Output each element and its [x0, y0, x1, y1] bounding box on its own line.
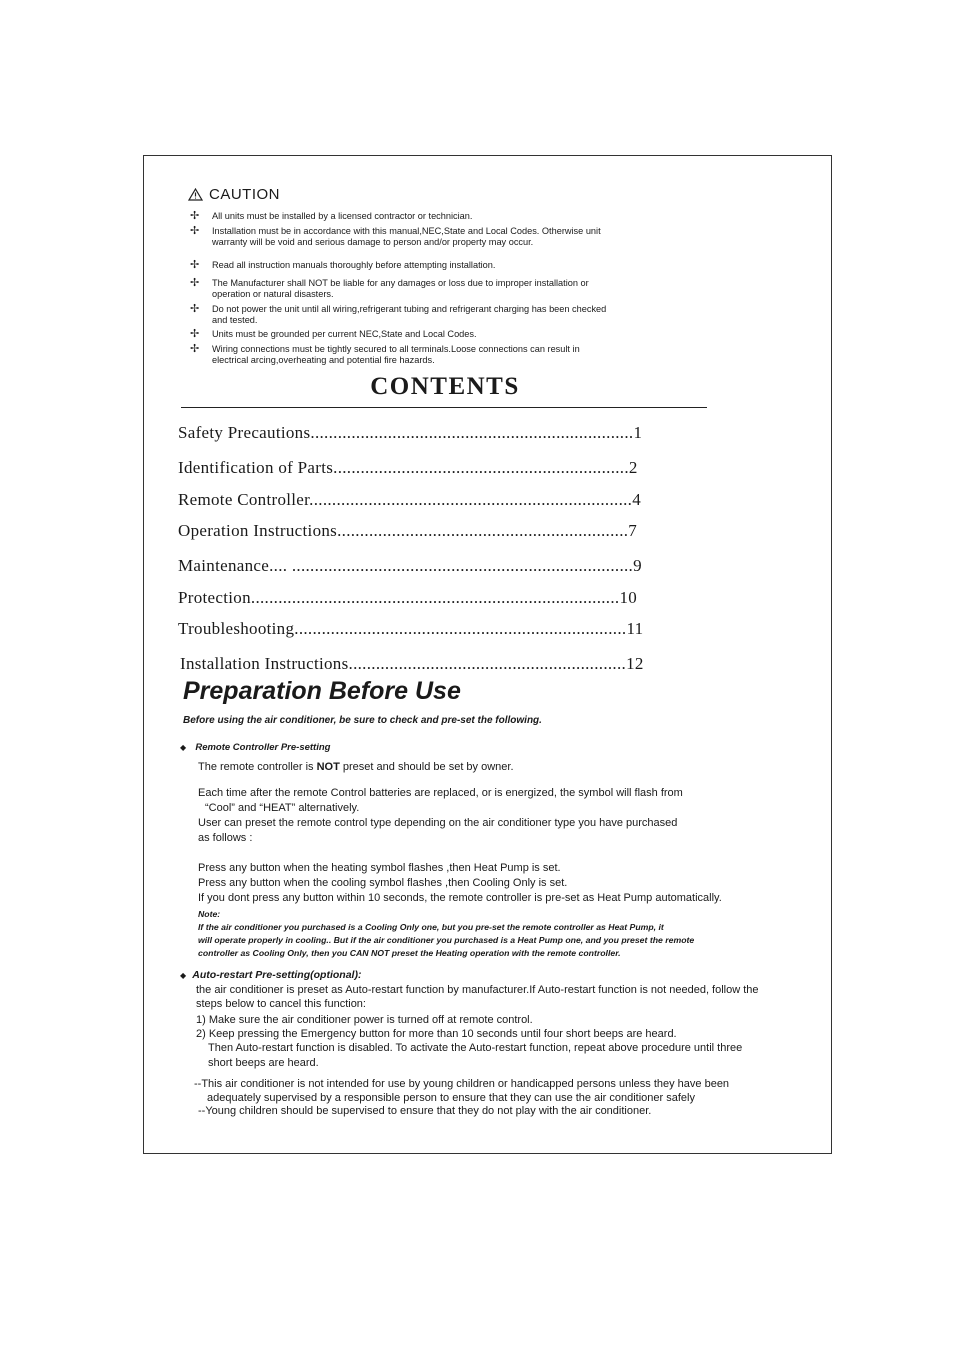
note-line: will operate properly in cooling.. But if the air conditioner you purchased is a Heat Pump one, and you preset the remote: [198, 935, 695, 945]
note-line: controller as Cooling Only, then you CAN NOT preset the Heating operation with the remote controller.: [198, 948, 621, 958]
warning-line: --Young children should be supervised to ensure that they do not play with the air conditioner.: [198, 1105, 652, 1117]
toc-entry[interactable]: Operation Instructions................................................................7: [178, 521, 638, 540]
warning-line: --This air conditioner is not intended for use by young children or handicapped persons unless they have been: [194, 1078, 730, 1090]
step-line: 1) Make sure the air conditioner power is turned off at remote control.: [196, 1014, 533, 1026]
note-line: If the air conditioner you purchased is a Cooling Only one, but you pre-set the remote controller as Heat Pump, it: [198, 922, 664, 932]
cross-bullet-icon: ✢: [190, 210, 200, 222]
diamond-bullet-icon: ◆: [180, 743, 187, 752]
paragraph-line: steps below to cancel this function:: [196, 998, 366, 1010]
toc-entry[interactable]: Maintenance.... ...........................................................................9: [178, 556, 642, 575]
toc-entry[interactable]: Identification of Parts.................................................................2: [178, 458, 638, 477]
diamond-bullet-icon: ◆: [180, 971, 187, 980]
cross-bullet-icon: ✢: [190, 259, 200, 271]
paragraph-line: Each time after the remote Control batteries are replaced, or is energized, the symbol will flash from: [198, 787, 683, 799]
toc-entry[interactable]: Installation Instructions.............................................................12: [180, 654, 644, 673]
paragraph-line: Press any button when the cooling symbol flashes ,then Cooling Only is set.: [198, 877, 568, 889]
paragraph-line: as follows :: [198, 832, 253, 844]
paragraph-line: User can preset the remote control type depending on the air conditioner type you have purchased: [198, 817, 678, 829]
warning-line: adequately supervised by a responsible person to ensure that they can use the air conditioner safely: [207, 1092, 695, 1104]
toc-entry[interactable]: Safety Precautions.......................................................................1: [178, 423, 643, 442]
warning-icon: [188, 188, 203, 205]
auto-restart-heading: ◆ Auto-restart Pre-setting(optional):: [180, 969, 362, 981]
cross-bullet-icon: ✢: [190, 225, 200, 237]
toc-entry[interactable]: Protection.................................................................................10: [178, 588, 638, 607]
caution-heading: [188, 186, 280, 205]
paragraph-line: “Cool” and “HEAT” alternatively.: [205, 802, 360, 814]
remote-line: The remote controller is NOT preset and should be set by owner.: [198, 761, 514, 773]
step-line: 2) Keep pressing the Emergency button for more than 10 seconds until four short beeps are heard.: [196, 1028, 677, 1040]
step-line: short beeps are heard.: [208, 1057, 319, 1069]
paragraph-line: Press any button when the heating symbol flashes ,then Heat Pump is set.: [198, 862, 561, 874]
cross-bullet-icon: ✢: [190, 343, 200, 355]
cross-bullet-icon: ✢: [190, 303, 200, 315]
remote-presetting-heading: ◆ Remote Controller Pre-setting: [180, 742, 331, 753]
section-subtitle: Before using the air conditioner, be sure to check and pre-set the following.: [183, 715, 542, 726]
note-label: Note:: [198, 909, 221, 919]
toc-entry[interactable]: Remote Controller.......................................................................4: [178, 490, 642, 509]
contents-divider: [181, 407, 707, 408]
step-line: Then Auto-restart function is disabled. To activate the Auto-restart function, repeat above procedure until three: [208, 1042, 743, 1054]
cross-bullet-icon: ✢: [190, 328, 200, 340]
cross-bullet-icon: ✢: [190, 277, 200, 289]
toc-entry[interactable]: Troubleshooting.........................................................................11: [178, 619, 644, 638]
paragraph-line: the air conditioner is preset as Auto-restart function by manufacturer.If Auto-restart function is not needed, follow the: [196, 984, 759, 996]
paragraph-line: If you dont press any button within 10 seconds, the remote controller is pre-set as Heat Pump automatically.: [198, 892, 722, 904]
section-title: Preparation Before Use: [183, 677, 461, 705]
caution-label: CAUTION: [209, 186, 280, 203]
contents-title: CONTENTS: [370, 373, 520, 400]
